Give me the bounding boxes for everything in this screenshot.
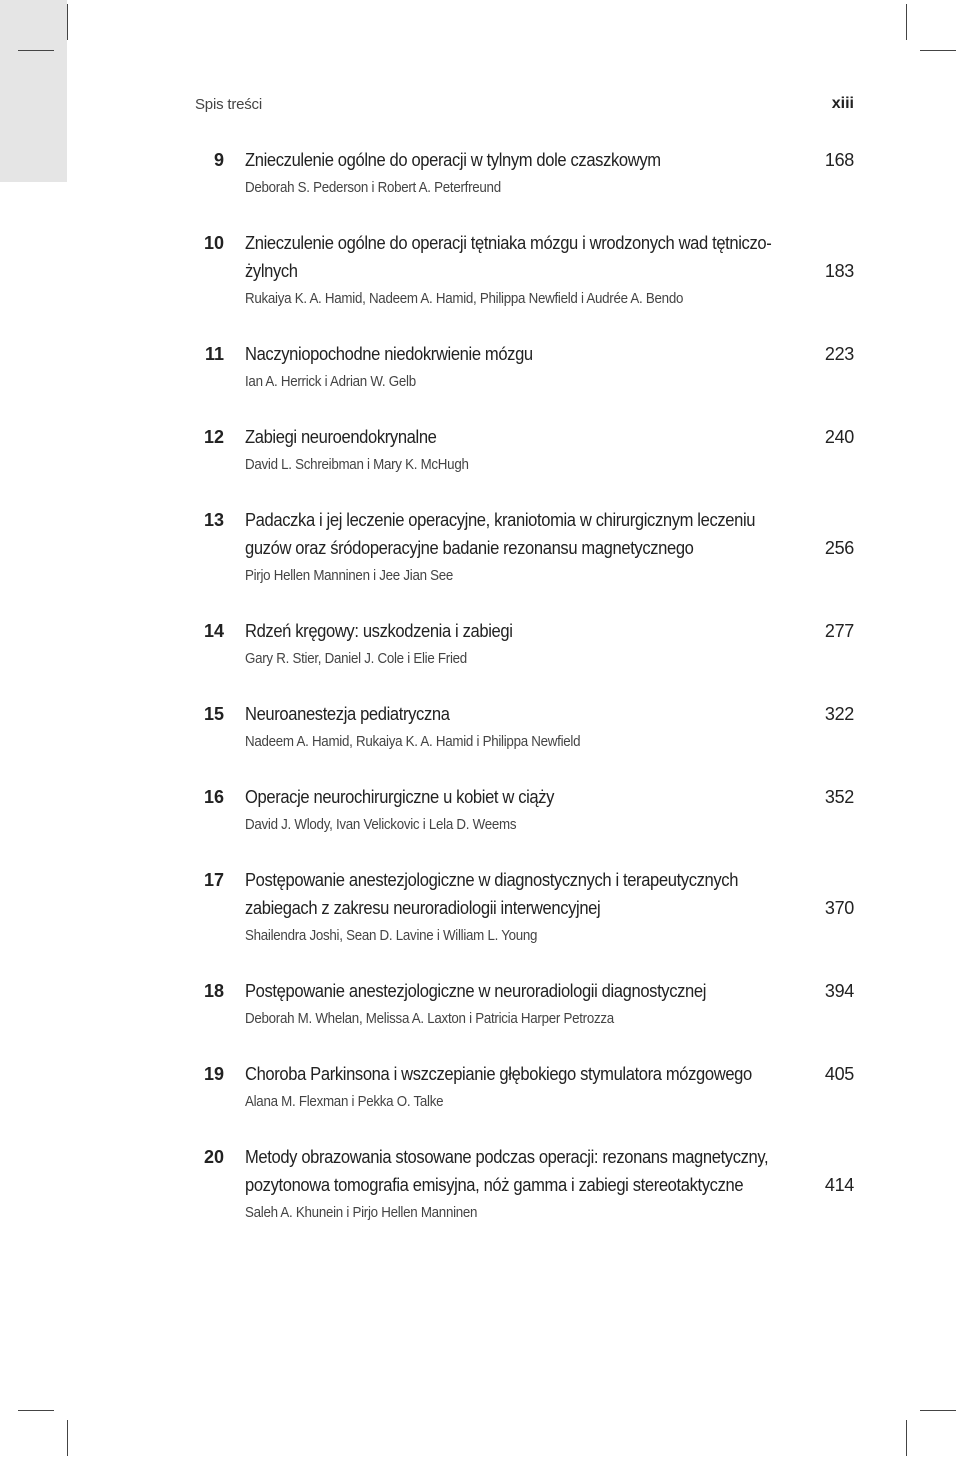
toc-entry-10[interactable] <box>190 229 854 313</box>
page-edge-tab <box>0 0 67 182</box>
chapter-number: 9 <box>213 150 224 170</box>
chapter-page: 322 <box>824 704 854 724</box>
chapter-number: 18 <box>203 981 224 1001</box>
toc-entry-18[interactable] <box>190 977 854 1033</box>
chapter-authors: David J. Wlody, Ivan Velickovic i Lela D. Weems <box>245 817 517 833</box>
chapter-number: 16 <box>203 787 224 807</box>
chapter-number: 14 <box>203 621 224 641</box>
chapter-number: 10 <box>203 233 224 253</box>
chapter-title: Zabiegi neuroendokrynalne <box>245 427 437 447</box>
chapter-number: 12 <box>203 427 224 447</box>
chapter-authors: Ian A. Herrick i Adrian W. Gelb <box>245 374 416 390</box>
chapter-page: 256 <box>824 538 854 558</box>
toc-entry-12[interactable] <box>190 423 854 479</box>
chapter-title: Postępowanie anestezjologiczne w diagnostycznych i terapeutycznych zabiegach z zakresu neuroradiologii interwencyjnej <box>245 870 739 918</box>
toc-entry-17[interactable] <box>190 866 854 950</box>
toc-entry-9[interactable] <box>190 146 854 202</box>
crop-mark <box>18 1410 54 1411</box>
chapter-page: 240 <box>824 427 854 447</box>
chapter-title: Znieczulenie ogólne do operacji w tylnym dole czaszkowym <box>245 150 661 170</box>
chapter-authors: Pirjo Hellen Manninen i Jee Jian See <box>245 568 454 584</box>
chapter-authors: Saleh A. Khunein i Pirjo Hellen Manninen <box>245 1205 478 1221</box>
chapter-title: Padaczka i jej leczenie operacyjne, kraniotomia w chirurgicznym leczeniu guzów oraz śródoperacyjne badanie rezonansu magnetycznego <box>245 510 756 558</box>
toc-entry-16[interactable] <box>190 783 854 839</box>
chapter-title: Choroba Parkinsona i wszczepianie głębokiego stymulatora mózgowego <box>245 1064 752 1084</box>
chapter-authors: Gary R. Stier, Daniel J. Cole i Elie Fried <box>245 651 467 667</box>
chapter-number: 11 <box>204 344 224 364</box>
chapter-number: 15 <box>203 704 224 724</box>
chapter-page: 277 <box>824 621 854 641</box>
chapter-title: Neuroanestezja pediatryczna <box>245 704 450 724</box>
chapter-page: 168 <box>824 150 854 170</box>
chapter-page: 414 <box>824 1175 854 1195</box>
chapter-page: 370 <box>824 898 854 918</box>
chapter-number: 13 <box>203 510 224 530</box>
crop-mark <box>18 50 54 51</box>
chapter-page: 352 <box>824 787 854 807</box>
table-of-contents <box>190 146 854 1254</box>
chapter-number: 20 <box>203 1147 224 1167</box>
chapter-authors: David L. Schreibman i Mary K. McHugh <box>245 457 469 473</box>
crop-mark <box>920 50 956 51</box>
chapter-authors: Shailendra Joshi, Sean D. Lavine i William L. Young <box>245 928 538 944</box>
chapter-authors: Deborah S. Pederson i Robert A. Peterfreund <box>245 180 501 196</box>
chapter-title: Postępowanie anestezjologiczne w neuroradiologii diagnostycznej <box>245 981 707 1001</box>
toc-entry-19[interactable] <box>190 1060 854 1116</box>
chapter-authors: Rukaiya K. A. Hamid, Nadeem A. Hamid, Philippa Newfield i Audrée A. Bendo <box>245 291 684 307</box>
chapter-title: Metody obrazowania stosowane podczas operacji: rezonans magnetyczny, pozytonowa tomografia emisyjna, nóż gamma i zabiegi stereotaktyczne <box>245 1147 769 1195</box>
chapter-page: 183 <box>824 261 854 281</box>
toc-entry-11[interactable] <box>190 340 854 396</box>
crop-mark <box>920 1410 956 1411</box>
chapter-authors: Deborah M. Whelan, Melissa A. Laxton i Patricia Harper Petrozza <box>245 1011 614 1027</box>
chapter-title: Rdzeń kręgowy: uszkodzenia i zabiegi <box>245 621 513 641</box>
toc-entry-20[interactable] <box>190 1143 854 1227</box>
chapter-authors: Alana M. Flexman i Pekka O. Talke <box>245 1094 444 1110</box>
chapter-title: Operacje neurochirurgiczne u kobiet w ciąży <box>245 787 555 807</box>
toc-entry-13[interactable] <box>190 506 854 590</box>
chapter-title: Znieczulenie ogólne do operacji tętniaka mózgu i wrodzonych wad tętniczo-żylnych <box>245 233 772 281</box>
crop-mark <box>906 1420 907 1456</box>
toc-entry-15[interactable] <box>190 700 854 756</box>
chapter-page: 405 <box>824 1064 854 1084</box>
chapter-page: 394 <box>824 981 854 1001</box>
chapter-number: 17 <box>203 870 224 890</box>
toc-entry-14[interactable] <box>190 617 854 673</box>
running-header: Spis treści <box>195 96 262 113</box>
chapter-page: 223 <box>824 344 854 364</box>
crop-mark <box>67 4 68 40</box>
crop-mark <box>67 1420 68 1456</box>
crop-mark <box>906 4 907 40</box>
chapter-title: Naczyniopochodne niedokrwienie mózgu <box>245 344 533 364</box>
chapter-number: 19 <box>203 1064 224 1084</box>
chapter-authors: Nadeem A. Hamid, Rukaiya K. A. Hamid i Philippa Newfield <box>245 734 581 750</box>
page-number: xiii <box>831 95 854 112</box>
